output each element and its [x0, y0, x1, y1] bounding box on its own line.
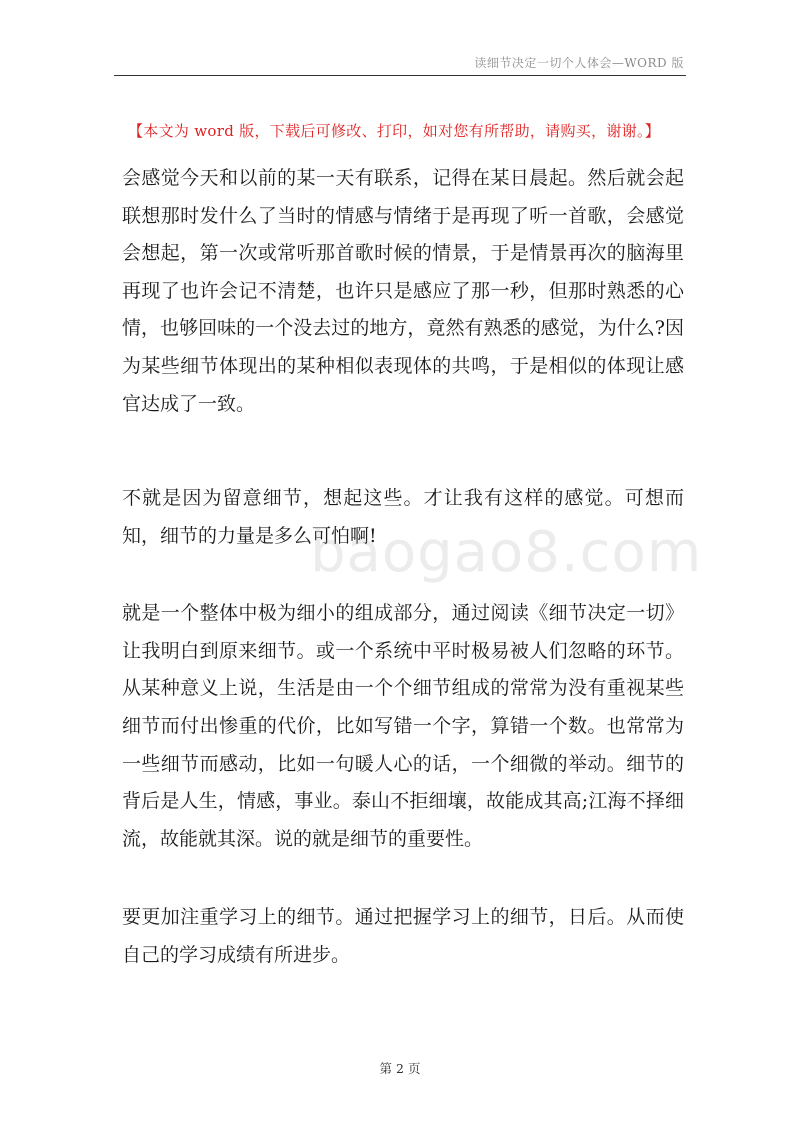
download-notice: 【本文为 word 版，下载后可修改、打印，如对您有所帮助，请购买，谢谢。】	[128, 122, 661, 140]
watermark: baogao8.com	[310, 520, 703, 585]
page-number: 第 2 页	[379, 1061, 421, 1076]
header-title: 读细节决定一切个人体会—WORD 版	[474, 56, 684, 70]
paragraph-4: 要更加注重学习上的细节。通过把握学习上的细节，日后。从而使自己的学习成绩有所进步。	[122, 906, 684, 966]
paragraph-2: 不就是因为留意细节，想起这些。才让我有这样的感觉。可想而知，细节的力量是多么可怕啊!	[122, 487, 684, 547]
header-divider	[114, 75, 686, 76]
paragraph-3: 就是一个整体中极为细小的组成部分，通过阅读《细节决定一切》让我明白到原来细节。或一个系统中平时极易被人们忽略的环节。从某种意义上说，生活是由一个个细节组成的常常为没有重视某些细节而付出惨重的代价，比如写错一个字，算错一个数。也常常为一些细节而感动，比如一句暖人心的话，一个细微的举动。细节的背后是人生，情感，事业。泰山不拒细壤，故能成其高;江海不择细流，故能就其深。说的就是细节的重要性。	[122, 602, 684, 850]
paragraph-1: 会感觉今天和以前的某一天有联系，记得在某日晨起。然后就会起联想那时发什么了当时的情感与情绪于是再现了听一首歌，会感觉会想起，第一次或常听那首歌时候的情景，于是情景再次的脑海里再现了也许会记不清楚，也许只是感应了那一秒，但那时熟悉的心情，也够回味的一个没去过的地方，竟然有熟悉的感觉，为什么?因为某些细节体现出的某种相似表现体的共鸣，于是相似的体现让感官达成了一致。	[122, 167, 684, 415]
